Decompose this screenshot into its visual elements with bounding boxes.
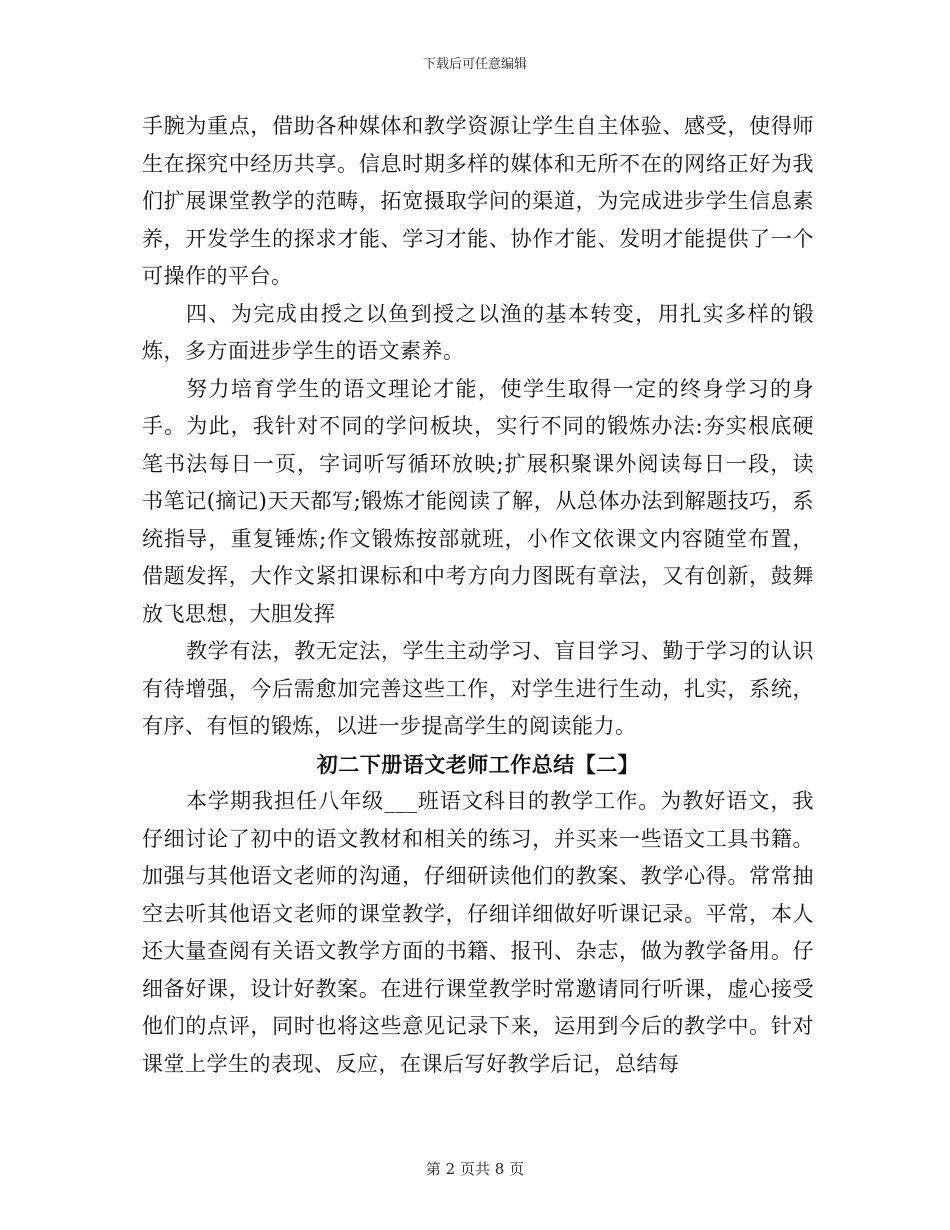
page-header-note: 下载后可任意编辑 [422,57,527,72]
paragraph-point-four: 四、为完成由授之以鱼到授之以渔的基本转变，用扎实多样的锻炼，多方面进步学生的语文素养。 [142,301,814,363]
section-title: 初二下册语文老师工作总结【二】 [316,751,640,777]
paragraph-section-two: 本学期我担任八年级___班语文科目的教学工作。为教好语文，我仔细讨论了初中的语文教材和相关的练习，并买来一些语文工具书籍。加强与其他语文老师的沟通，仔细研读他们的教案、教学心得。常常抽空去听其他语文老师的课堂教学，仔细详细做好听课记录。平常，本人还大量查阅有关语文教学方面的书籍、报刊、杂志，做为教学备用。仔细备好课，设计好教案。在进行课堂教学时常邀请同行听课，虚心接受他们的点评，同时也将这些意见记录下来，运用到今后的教学中。针对课堂上学生的表现、反应，在课后写好教学后记，总结每 [142,789,814,1076]
paragraph-continued: 手腕为重点，借助各种媒体和教学资源让学生自主体验、感受，使得师生在探究中经历共享。信息时期多样的媒体和无所不在的网络正好为我们扩展课堂教学的范畴，拓宽摄取学问的渠道，为完成进步学生信息素养，开发学生的探求才能、学习才能、协作才能、发明才能提供了一个可操作的平台。 [142,114,814,288]
document-body [142,108,814,1083]
paragraph-training-methods: 努力培育学生的语文理论才能，使学生取得一定的终身学习的身手。为此，我针对不同的学问板块，实行不同的锻炼办法:夯实根底硬笔书法每日一页，字词听写循环放映;扩展积聚课外阅读每日一段，读书笔记(摘记)天天都写;锻炼才能阅读了解，从总体办法到解题技巧，系统指导，重复锤炼;作文锻炼按部就班，小作文依课文内容随堂布置，借题发挥，大作文紧扣课标和中考方向力图既有章法，又有创新，鼓舞放飞思想，大胆发挥 [142,376,814,626]
page-footer-number: 第 2 页共 8 页 [425,1160,525,1178]
paragraph-conclusion: 教学有法，教无定法，学生主动学习、盲目学习、勤于学习的认识有待增强，今后需愈加完善这些工作，对学生进行生动，扎实，系统，有序、有恒的锻炼，以进一步提高学生的阅读能力。 [142,639,814,738]
